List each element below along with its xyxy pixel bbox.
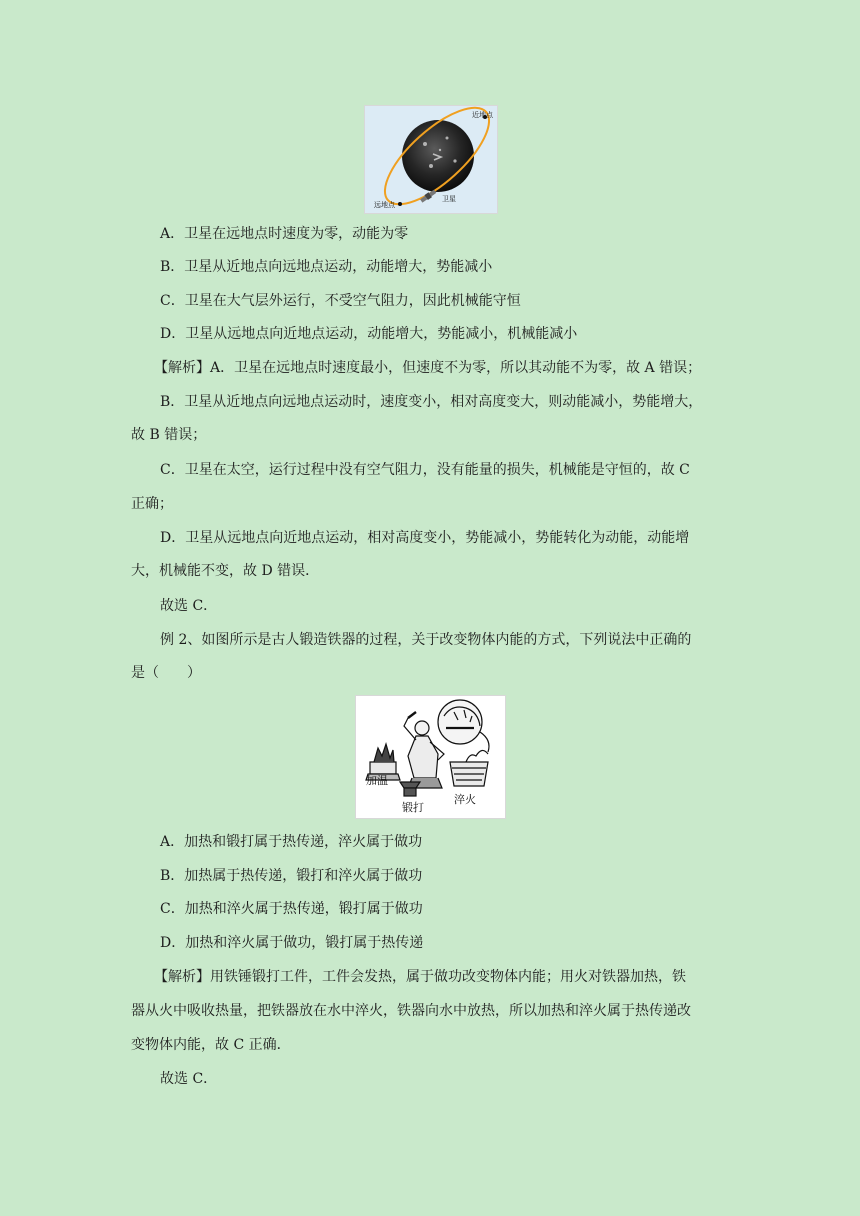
q2-analysis-line1: 【解析】用铁锤锻打工件，工件会发热，属于做功改变物体内能；用火对铁器加热，铁 <box>154 969 686 985</box>
q1-analysis-b-line2: 故 B 错误； <box>131 427 207 443</box>
q1-answer: 故选 C． <box>160 598 218 614</box>
forging-illustration <box>356 696 505 818</box>
q1-option-c: C．卫星在大气层外运行，不受空气阻力，因此机械能守恒 <box>160 293 521 309</box>
heating-label: 加温 <box>366 774 388 787</box>
q2-option-b: B．加热属于热传递，锻打和淬火属于做功 <box>160 868 423 884</box>
perigee-label: 近地点 <box>472 111 493 119</box>
q2-stem-line1: 例 2、如图所示是古人锻造铁器的过程，关于改变物体内能的方式，下列说法中正确的 <box>160 632 692 648</box>
orbit-diagram <box>365 106 497 213</box>
q1-analysis-c-line1: C．卫星在太空，运行过程中没有空气阻力，没有能量的损失，机械能是守恒的，故 C <box>160 462 690 478</box>
quenching-label: 淬火 <box>454 793 476 806</box>
apogee-label: 远地点 <box>374 201 395 209</box>
q1-analysis-b-line1: B．卫星从近地点向远地点运动时，速度变小，相对高度变大，则动能减小，势能增大， <box>160 394 703 410</box>
apogee-point <box>398 202 402 206</box>
q1-analysis-d-line2: 大，机械能不变，故 D 错误． <box>131 563 320 579</box>
forging-label: 锻打 <box>402 801 424 814</box>
q2-option-d: D．加热和淬火属于做功，锻打属于热传递 <box>160 935 424 951</box>
q2-option-a: A．加热和锻打属于热传递，淬火属于做功 <box>160 834 423 850</box>
q1-analysis-a: 【解析】A．卫星在远地点时速度最小，但速度不为零，所以其动能不为零，故 A 错误； <box>154 360 702 376</box>
q2-stem-line2: 是（ ） <box>131 665 201 681</box>
satellite-label: 卫星 <box>442 195 456 203</box>
forging-figure <box>355 695 506 819</box>
q2-analysis-line2: 器从火中吸收热量，把铁器放在水中淬火，铁器向水中放热，所以加热和淬火属于热传递改 <box>131 1003 691 1019</box>
q1-option-b: B．卫星从近地点向远地点运动，动能增大，势能减小 <box>160 259 493 275</box>
q1-option-a: A．卫星在远地点时速度为零，动能为零 <box>160 226 409 242</box>
q1-analysis-c-line2: 正确； <box>131 496 173 512</box>
q2-option-c: C．加热和淬火属于热传递，锻打属于做功 <box>160 901 423 917</box>
steam-cloud-icon <box>438 700 482 744</box>
q1-option-d: D．卫星从远地点向近地点运动，动能增大，势能减小，机械能减小 <box>160 326 578 342</box>
q2-analysis-line3: 变物体内能，故 C 正确． <box>131 1037 291 1053</box>
q1-analysis-d-line1: D．卫星从远地点向近地点运动，相对高度变小，势能减小，势能转化为动能，动能增 <box>160 530 690 546</box>
q2-answer: 故选 C． <box>160 1071 218 1087</box>
satellite-orbit-figure <box>364 105 498 214</box>
